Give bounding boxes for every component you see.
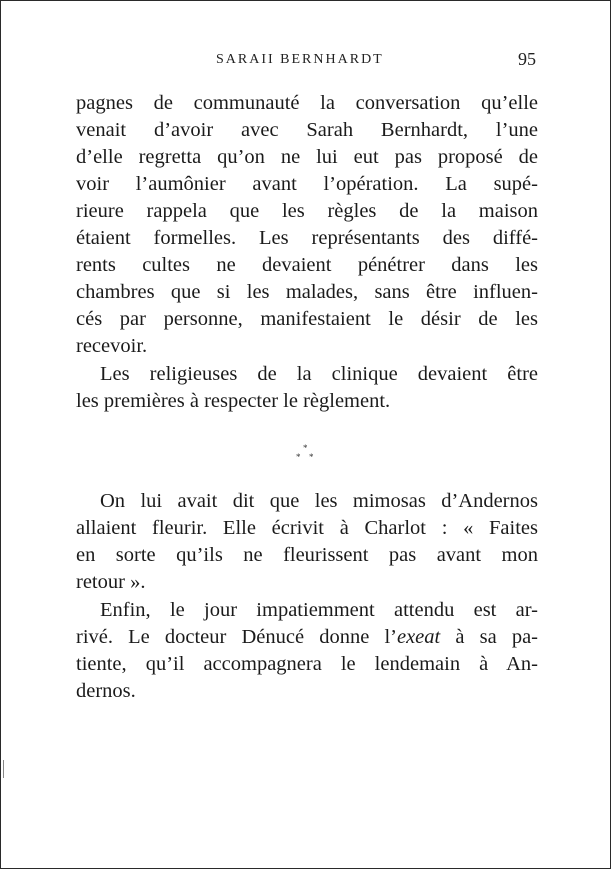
paragraph-3 — [76, 488, 538, 596]
text-line: rieure rappela que les règles de la maison — [76, 200, 538, 222]
text-line: étaient formelles. Les représentants des diffé- — [76, 227, 538, 249]
text-line: d’elle regretta qu’on ne lui eut pas proposé de — [76, 146, 538, 168]
asterisk-glyph: * — [303, 443, 308, 453]
text-line: On lui avait dit que les mimosas d’Andernos — [100, 490, 538, 512]
text-line: Les religieuses de la clinique devaient être — [100, 363, 538, 385]
text-run: à sa pa- — [440, 626, 538, 648]
scan-edge-mark — [3, 760, 4, 778]
page-number: 95 — [518, 49, 536, 69]
asterism-separator — [296, 444, 318, 466]
text-line: tiente, qu’il accompagnera le lendemain à An- — [76, 653, 538, 675]
text-line: cés par personne, manifestaient le désir de les — [76, 308, 538, 330]
text-line: chambres que si les malades, sans être influen- — [76, 281, 538, 303]
text-line: allaient fleurir. Elle écrivit à Charlot : « Faites — [76, 517, 538, 539]
italic-term: exeat — [396, 626, 441, 648]
paragraph-1 — [76, 90, 538, 360]
asterisk-glyph: * — [296, 452, 301, 462]
text-line: rents cultes ne devaient pénétrer dans les — [76, 254, 538, 276]
text-line: en sorte qu’ils ne fleurissent pas avant mon — [76, 544, 538, 566]
text-line: dernos. — [76, 680, 136, 702]
paragraph-2 — [76, 361, 538, 415]
text-line: venait d’avoir avec Sarah Bernhardt, l’une — [76, 119, 538, 141]
asterisk-glyph: * — [309, 452, 314, 462]
text-line: Enfin, le jour impatiemment attendu est ar- — [100, 599, 538, 621]
text-run: rivé. Le docteur Dénucé donne l’ — [76, 626, 397, 648]
text-line: retour ». — [76, 571, 146, 593]
text-line — [76, 624, 538, 651]
text-line: voir l’aumônier avant l’opération. La supé- — [76, 173, 538, 195]
paragraph-4 — [76, 597, 538, 705]
text-line: les premières à respecter le règlement. — [76, 390, 391, 412]
text-line: pagnes de communauté la conversation qu’elle — [76, 92, 538, 114]
text-line: recevoir. — [76, 335, 148, 357]
running-head: SARAII BERNHARDT — [216, 52, 384, 67]
